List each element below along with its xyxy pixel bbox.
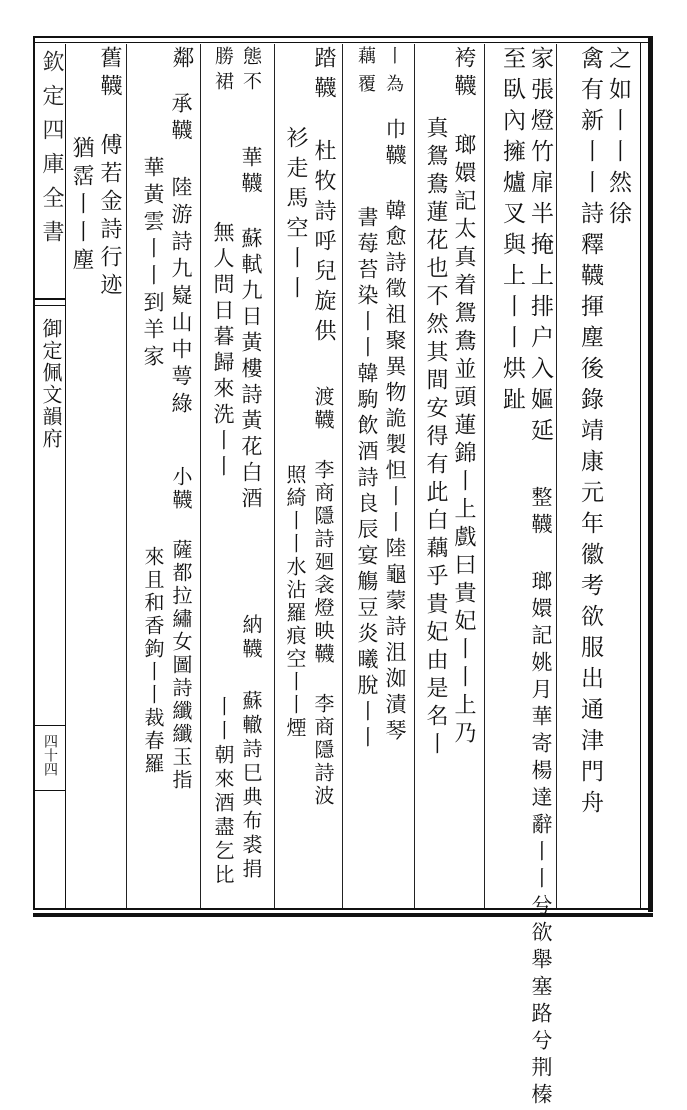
book-title: 御定佩文韻府 <box>39 318 63 450</box>
column-line: 禽有新丨丨詩釋韈揮塵後錄靖康元年徽考欲服出通津門舟 <box>577 46 603 821</box>
column-line: 承韈 陸游詩九嶷山中萼綠 <box>169 92 193 419</box>
column-line: 來且和香鉤丨丨裁春羅 <box>141 546 165 776</box>
column-line: 踏韈 杜牧詩呼兒旋供 <box>311 46 336 349</box>
column-line: 華黃雲丨丨到羊家 <box>141 156 165 372</box>
column-line: 鄰 <box>169 46 194 76</box>
frame-right-inner-line <box>640 42 641 908</box>
column-line: 書莓苔染丨丨韓駒飲酒詩良辰宴觴豆炎曦脫丨丨 <box>355 206 379 752</box>
margin-divider <box>33 790 65 791</box>
column-separator <box>274 44 275 908</box>
column-line: 無人問日暮歸來洗丨丨 <box>211 221 235 481</box>
column-line: 家張燈竹扉半掩上排户入嫗延 <box>527 46 553 449</box>
frame-right-line <box>648 36 653 912</box>
column-line: 巾韈 韓愈詩徵祖聚異物詭製怛丨丨陸龜蒙詩沮洳漬琴 <box>383 118 407 745</box>
column-separator <box>484 44 485 908</box>
column-line: 藕覆 <box>355 46 376 102</box>
text-column <box>420 46 478 906</box>
column-line: 勝裙 <box>212 46 234 96</box>
column-line: 至臥內擁爐叉與上丨丨烘趾 <box>499 46 525 418</box>
column-line: 丨丨朝來酒盡乞比 <box>211 696 235 888</box>
text-column <box>520 46 556 1110</box>
column-separator <box>556 44 557 908</box>
frame-bottom-line <box>33 908 653 910</box>
column-line: 舊韈 傅若金詩行迹 <box>97 46 122 301</box>
text-column <box>66 46 124 906</box>
margin-divider <box>33 298 65 300</box>
column-line: 小韈 薩都拉繡女圖詩纖纖玉指 <box>169 466 193 792</box>
column-separator <box>126 44 127 908</box>
text-column <box>575 46 633 906</box>
margin-divider <box>33 725 65 726</box>
text-column <box>352 46 410 906</box>
column-line: 丨為 <box>383 46 404 102</box>
column-line: 真鴛鴦蓮花也不然其間安得有此白藕乎貴妃由是名丨 <box>423 116 448 760</box>
column-line: 華韈 蘇軾九日黃樓詩黃花白酒 <box>239 146 263 513</box>
column-separator <box>200 44 201 908</box>
text-column <box>280 46 338 906</box>
column-separator <box>414 44 415 908</box>
column-line: 照綺丨丨水沾羅痕空丨丨煙 <box>283 464 307 740</box>
frame-top-inner-line <box>33 42 650 43</box>
column-line: 袴韈 瑯嬛記太真着鴛鴦並頭蓮錦丨上戲曰貴妃丨丨上乃 <box>451 46 476 749</box>
page-number: 四十四 <box>42 734 58 776</box>
column-line: 納韈 蘇轍詩巳典布裘捐 <box>239 614 263 882</box>
frame-top-line <box>33 36 650 38</box>
column-line: 態不 <box>240 46 262 96</box>
column-line: 之如丨丨然徐 <box>605 46 631 232</box>
column-line: 衫走馬空丨丨 <box>283 126 308 306</box>
column-line: 猶霑丨丨塵 <box>69 136 94 276</box>
column-line: 整韈 瑯嬛記姚月華寄楊達辭丨丨兮欲舉塞路兮荆榛 <box>529 486 553 1110</box>
column-line: 渡韈 李商隱詩廻衾燈映韈 李商隱詩波 <box>311 386 335 808</box>
margin-divider <box>33 305 65 306</box>
text-column <box>138 46 196 906</box>
frame-bottom-outer-line <box>33 913 653 917</box>
column-separator <box>342 44 343 908</box>
text-column <box>208 46 266 906</box>
series-title: 欽定四庫全書 <box>39 50 64 254</box>
